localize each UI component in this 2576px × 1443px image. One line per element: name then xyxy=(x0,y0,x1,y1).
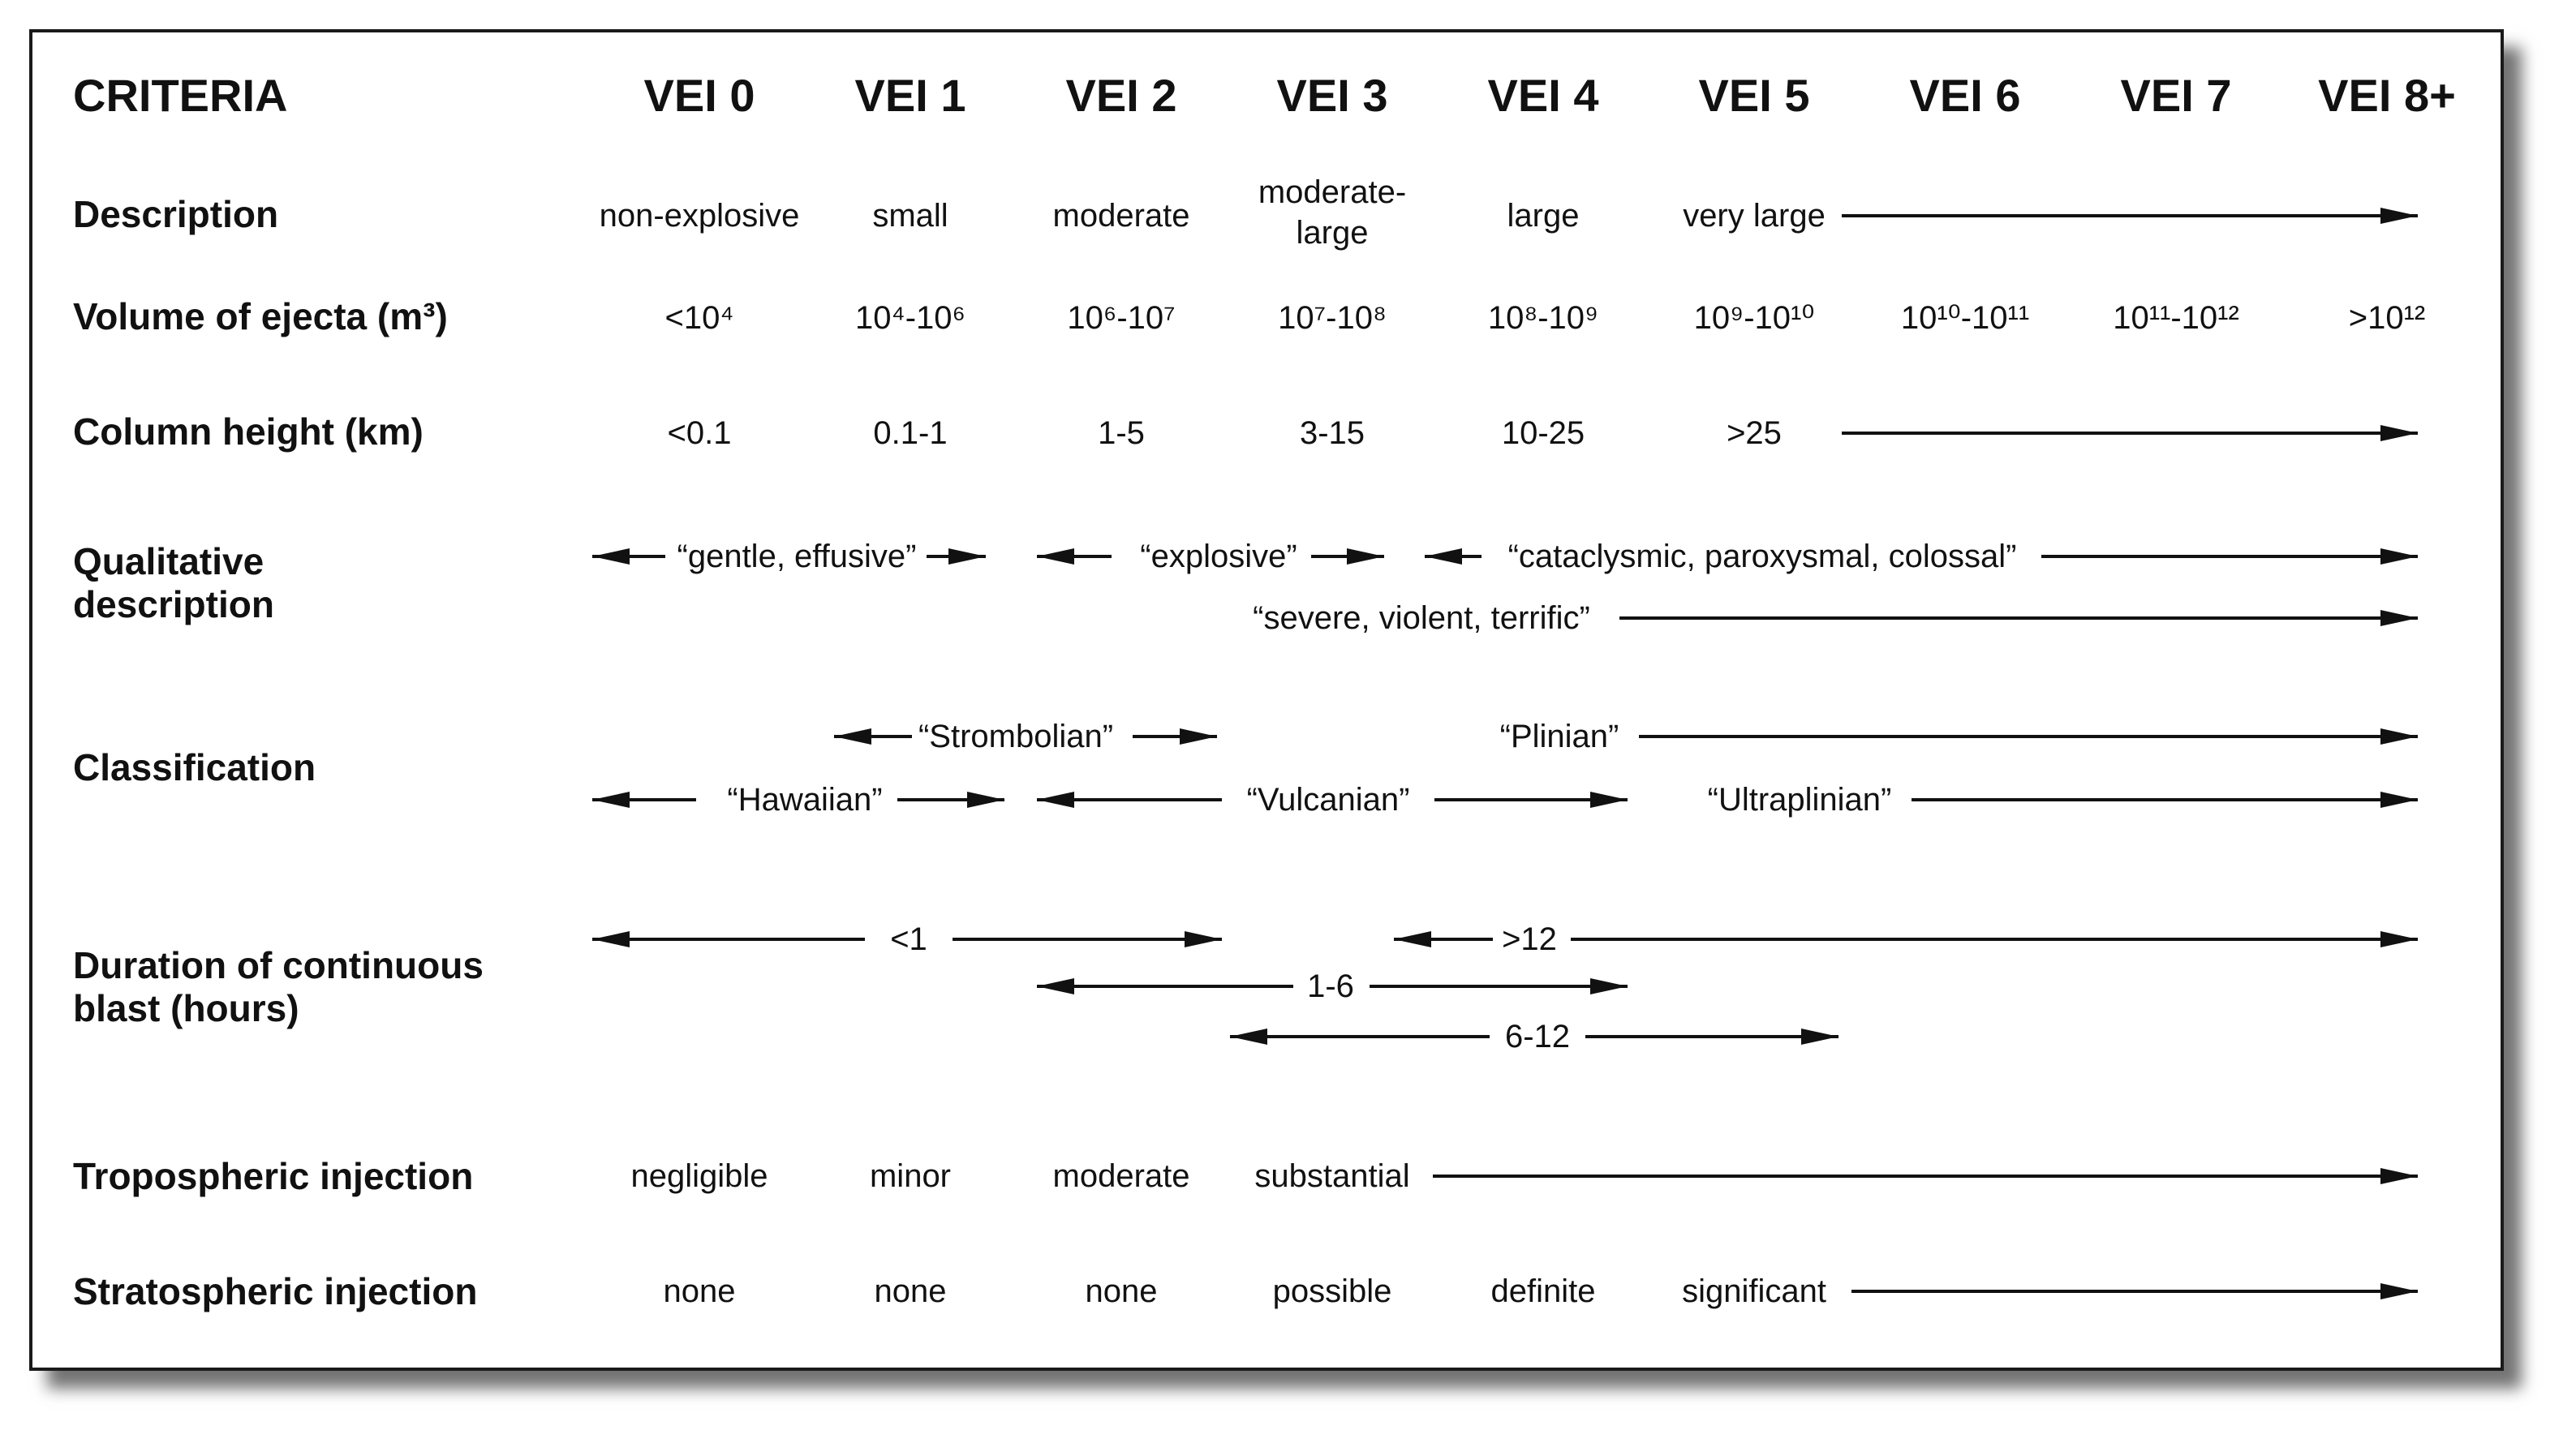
criteria-header: CRITERIA xyxy=(73,70,288,121)
description-vei-2: moderate xyxy=(1052,198,1190,234)
qualitative-explosive-label: “explosive” xyxy=(1140,539,1297,574)
column-height-vei-5: >25 xyxy=(1727,415,1782,451)
header-vei-5: VEI 5 xyxy=(1698,70,1810,121)
stratospheric-vei-3: possible xyxy=(1272,1273,1392,1309)
duration-1-6-label: 1-6 xyxy=(1307,968,1354,1004)
header-vei-8: VEI 8+ xyxy=(2318,70,2456,121)
column-height-vei-4: 10-25 xyxy=(1501,415,1585,451)
description-vei-4: large xyxy=(1507,198,1580,234)
volume-vei-8: >10¹² xyxy=(2348,300,2426,336)
stratospheric-vei-0: none xyxy=(663,1273,736,1309)
classification-ultraplinian-label: “Ultraplinian” xyxy=(1707,782,1892,818)
row-label-stratospheric: Stratospheric injection xyxy=(73,1270,478,1312)
volume-vei-0: <10⁴ xyxy=(664,300,734,336)
header-vei-2: VEI 2 xyxy=(1065,70,1177,121)
header-vei-0: VEI 0 xyxy=(643,70,755,121)
range-arrows xyxy=(32,32,2501,1368)
qualitative-gentle-label: “gentle, effusive” xyxy=(677,539,917,574)
classification-vulcanian-label: “Vulcanian” xyxy=(1246,782,1410,818)
volume-vei-1: 10⁴-10⁶ xyxy=(855,300,965,336)
description-vei-1: small xyxy=(872,198,948,234)
vei-table-panel xyxy=(29,29,2504,1371)
qualitative-severe-label: “severe, violent, terrific” xyxy=(1253,600,1590,636)
description-vei-5: very large xyxy=(1683,198,1826,234)
tropospheric-vei-0: negligible xyxy=(630,1158,768,1194)
header-vei-3: VEI 3 xyxy=(1276,70,1388,121)
row-label-qualitative: Qualitative description xyxy=(73,540,274,625)
column-height-vei-0: <0.1 xyxy=(667,415,732,451)
volume-vei-2: 10⁶-10⁷ xyxy=(1067,300,1176,336)
volume-vei-4: 10⁸-10⁹ xyxy=(1487,300,1599,336)
stratospheric-vei-2: none xyxy=(1085,1273,1158,1309)
duration-lt1-label: <1 xyxy=(890,921,927,957)
classification-plinian-label: “Plinian” xyxy=(1499,719,1619,754)
volume-vei-7: 10¹¹-10¹² xyxy=(2113,300,2239,336)
tropospheric-vei-2: moderate xyxy=(1052,1158,1190,1194)
column-height-vei-1: 0.1-1 xyxy=(873,415,948,451)
classification-strombolian-label: “Strombolian” xyxy=(918,719,1114,754)
row-label-tropospheric: Tropospheric injection xyxy=(73,1155,474,1197)
header-vei-1: VEI 1 xyxy=(854,70,966,121)
description-vei-0: non-explosive xyxy=(599,198,800,234)
volume-vei-5: 10⁹-10¹⁰ xyxy=(1693,300,1815,336)
volume-vei-3: 10⁷-10⁸ xyxy=(1278,300,1387,336)
duration-gt12-label: >12 xyxy=(1502,921,1557,957)
tropospheric-vei-3: substantial xyxy=(1254,1158,1410,1194)
qualitative-cataclysmic-label: “cataclysmic, paroxysmal, colossal” xyxy=(1507,539,2017,574)
classification-hawaiian-label: “Hawaiian” xyxy=(727,782,883,818)
description-vei-3: moderate- large xyxy=(1258,174,1407,251)
column-height-vei-3: 3-15 xyxy=(1299,415,1365,451)
column-height-vei-2: 1-5 xyxy=(1098,415,1145,451)
row-label-volume: Volume of ejecta (m³) xyxy=(73,295,448,337)
row-label-duration: Duration of continuous blast (hours) xyxy=(73,944,484,1029)
stratospheric-vei-1: none xyxy=(874,1273,947,1309)
header-vei-7: VEI 7 xyxy=(2120,70,2232,121)
duration-6-12-label: 6-12 xyxy=(1504,1019,1571,1054)
volume-vei-6: 10¹⁰-10¹¹ xyxy=(1900,300,2030,336)
header-vei-4: VEI 4 xyxy=(1487,70,1599,121)
tropospheric-vei-1: minor xyxy=(869,1158,952,1194)
stratospheric-vei-5: significant xyxy=(1682,1273,1826,1309)
header-vei-6: VEI 6 xyxy=(1909,70,2021,121)
row-label-classification: Classification xyxy=(73,746,316,788)
row-label-description: Description xyxy=(73,193,279,235)
stratospheric-vei-4: definite xyxy=(1490,1273,1596,1309)
row-label-column-height: Column height (km) xyxy=(73,410,424,453)
